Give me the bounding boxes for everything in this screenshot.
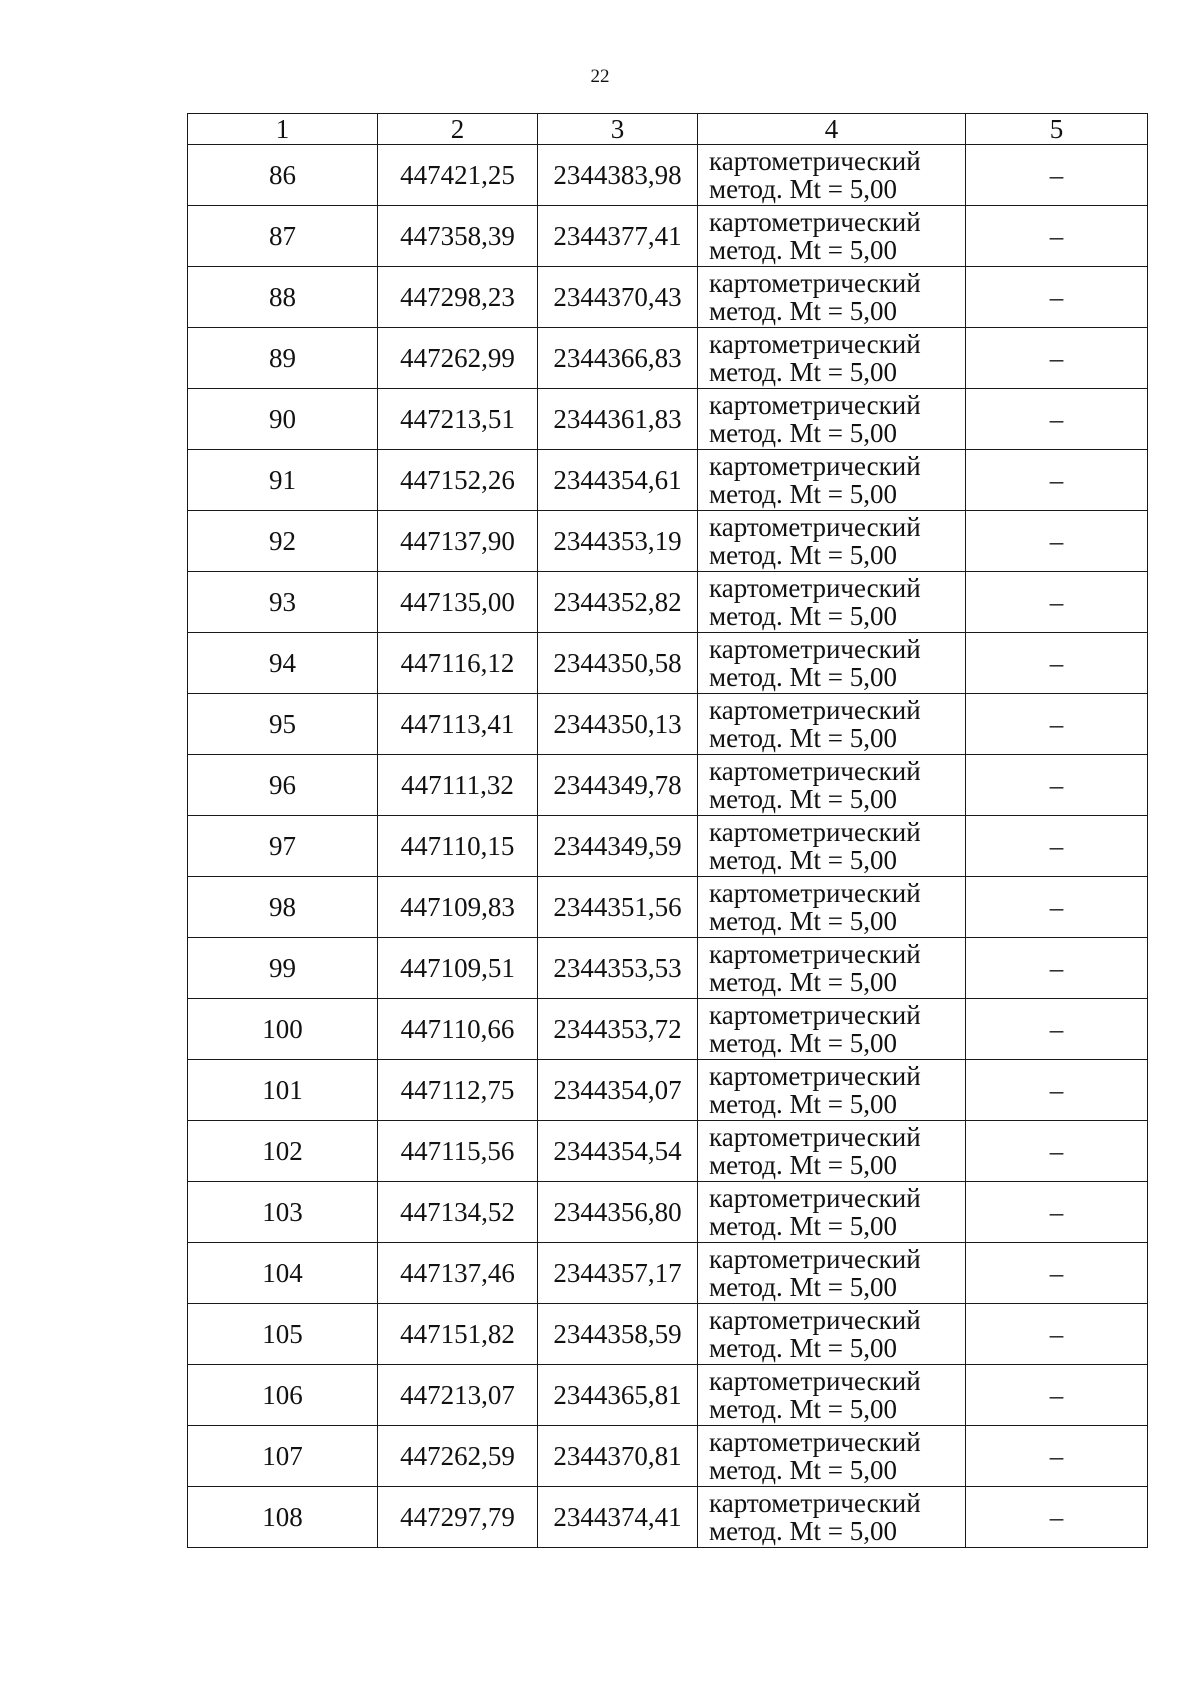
table-row [188, 633, 1148, 694]
method-line-1: картометрический [709, 634, 921, 664]
table-row [188, 755, 1148, 816]
table-row [188, 1121, 1148, 1182]
x-coordinate-cell: 447137,46 [378, 1243, 538, 1304]
method-line-1: картометрический [709, 695, 921, 725]
table-row [188, 1182, 1148, 1243]
x-coordinate-cell: 447358,39 [378, 206, 538, 267]
point-number-cell: 90 [188, 389, 378, 450]
point-number-cell: 104 [188, 1243, 378, 1304]
method-line-2: метод. Mt = 5,00 [709, 357, 897, 387]
method-line-1: картометрический [709, 207, 921, 237]
point-number-cell: 94 [188, 633, 378, 694]
method-line-2: метод. Mt = 5,00 [709, 845, 897, 875]
method-cell [698, 1243, 966, 1304]
table-row [188, 389, 1148, 450]
description-cell: – [966, 877, 1148, 938]
method-cell [698, 1121, 966, 1182]
method-cell [698, 389, 966, 450]
method-cell [698, 267, 966, 328]
coordinates-table [187, 113, 1148, 1548]
method-line-2: метод. Mt = 5,00 [709, 723, 897, 753]
method-line-2: метод. Mt = 5,00 [709, 1455, 897, 1485]
method-line-1: картометрический [709, 1000, 921, 1030]
method-line-1: картометрический [709, 573, 921, 603]
description-cell: – [966, 633, 1148, 694]
x-coordinate-cell: 447213,07 [378, 1365, 538, 1426]
table-row [188, 450, 1148, 511]
y-coordinate-cell: 2344354,61 [538, 450, 698, 511]
method-line-2: метод. Mt = 5,00 [709, 174, 897, 204]
method-line-1: картометрический [709, 390, 921, 420]
method-cell [698, 633, 966, 694]
method-line-2: метод. Mt = 5,00 [709, 1272, 897, 1302]
table-row [188, 938, 1148, 999]
table-body [188, 145, 1148, 1548]
description-cell: – [966, 755, 1148, 816]
x-coordinate-cell: 447421,25 [378, 145, 538, 206]
x-coordinate-cell: 447113,41 [378, 694, 538, 755]
y-coordinate-cell: 2344361,83 [538, 389, 698, 450]
method-line-2: метод. Mt = 5,00 [709, 1516, 897, 1546]
y-coordinate-cell: 2344356,80 [538, 1182, 698, 1243]
x-coordinate-cell: 447262,99 [378, 328, 538, 389]
method-line-2: метод. Mt = 5,00 [709, 906, 897, 936]
point-number-cell: 93 [188, 572, 378, 633]
method-line-2: метод. Mt = 5,00 [709, 601, 897, 631]
method-cell [698, 816, 966, 877]
method-line-2: метод. Mt = 5,00 [709, 296, 897, 326]
method-line-1: картометрический [709, 1488, 921, 1518]
header-col-2: 2 [378, 114, 538, 145]
method-cell [698, 1060, 966, 1121]
x-coordinate-cell: 447135,00 [378, 572, 538, 633]
method-line-1: картометрический [709, 1366, 921, 1396]
method-line-1: картометрический [709, 1305, 921, 1335]
description-cell: – [966, 1121, 1148, 1182]
y-coordinate-cell: 2344354,07 [538, 1060, 698, 1121]
header-col-5: 5 [966, 114, 1148, 145]
method-cell [698, 1182, 966, 1243]
method-line-1: картометрический [709, 878, 921, 908]
table-row [188, 145, 1148, 206]
table-row [188, 816, 1148, 877]
x-coordinate-cell: 447134,52 [378, 1182, 538, 1243]
method-line-1: картометрический [709, 1244, 921, 1274]
point-number-cell: 97 [188, 816, 378, 877]
method-line-2: метод. Mt = 5,00 [709, 1089, 897, 1119]
x-coordinate-cell: 447297,79 [378, 1487, 538, 1548]
y-coordinate-cell: 2344352,82 [538, 572, 698, 633]
x-coordinate-cell: 447262,59 [378, 1426, 538, 1487]
x-coordinate-cell: 447109,83 [378, 877, 538, 938]
method-line-2: метод. Mt = 5,00 [709, 1150, 897, 1180]
description-cell: – [966, 694, 1148, 755]
method-line-1: картометрический [709, 146, 921, 176]
table-row [188, 328, 1148, 389]
x-coordinate-cell: 447109,51 [378, 938, 538, 999]
table-row [188, 1304, 1148, 1365]
description-cell: – [966, 1365, 1148, 1426]
description-cell: – [966, 1426, 1148, 1487]
point-number-cell: 86 [188, 145, 378, 206]
x-coordinate-cell: 447111,32 [378, 755, 538, 816]
description-cell: – [966, 145, 1148, 206]
method-line-1: картометрический [709, 451, 921, 481]
x-coordinate-cell: 447112,75 [378, 1060, 538, 1121]
point-number-cell: 100 [188, 999, 378, 1060]
description-cell: – [966, 816, 1148, 877]
point-number-cell: 107 [188, 1426, 378, 1487]
table-row [188, 1243, 1148, 1304]
table-row [188, 511, 1148, 572]
y-coordinate-cell: 2344350,13 [538, 694, 698, 755]
method-line-1: картометрический [709, 756, 921, 786]
y-coordinate-cell: 2344353,19 [538, 511, 698, 572]
x-coordinate-cell: 447152,26 [378, 450, 538, 511]
method-line-1: картометрический [709, 1122, 921, 1152]
table-row [188, 694, 1148, 755]
header-col-1: 1 [188, 114, 378, 145]
method-line-2: метод. Mt = 5,00 [709, 479, 897, 509]
point-number-cell: 88 [188, 267, 378, 328]
table-row [188, 572, 1148, 633]
y-coordinate-cell: 2344383,98 [538, 145, 698, 206]
y-coordinate-cell: 2344354,54 [538, 1121, 698, 1182]
description-cell: – [966, 938, 1148, 999]
method-line-2: метод. Mt = 5,00 [709, 662, 897, 692]
method-line-2: метод. Mt = 5,00 [709, 784, 897, 814]
y-coordinate-cell: 2344350,58 [538, 633, 698, 694]
point-number-cell: 91 [188, 450, 378, 511]
description-cell: – [966, 206, 1148, 267]
point-number-cell: 105 [188, 1304, 378, 1365]
point-number-cell: 102 [188, 1121, 378, 1182]
table-row [188, 267, 1148, 328]
method-cell [698, 450, 966, 511]
method-cell [698, 877, 966, 938]
y-coordinate-cell: 2344349,59 [538, 816, 698, 877]
point-number-cell: 103 [188, 1182, 378, 1243]
description-cell: – [966, 1304, 1148, 1365]
description-cell: – [966, 389, 1148, 450]
method-cell [698, 999, 966, 1060]
method-cell [698, 1304, 966, 1365]
method-cell [698, 511, 966, 572]
method-line-1: картометрический [709, 1183, 921, 1213]
point-number-cell: 108 [188, 1487, 378, 1548]
page-number: 22 [590, 66, 610, 87]
point-number-cell: 87 [188, 206, 378, 267]
table-row [188, 1487, 1148, 1548]
y-coordinate-cell: 2344357,17 [538, 1243, 698, 1304]
method-line-2: метод. Mt = 5,00 [709, 1211, 897, 1241]
point-number-cell: 106 [188, 1365, 378, 1426]
method-cell [698, 572, 966, 633]
method-line-2: метод. Mt = 5,00 [709, 235, 897, 265]
y-coordinate-cell: 2344365,81 [538, 1365, 698, 1426]
table-row [188, 877, 1148, 938]
method-cell [698, 1426, 966, 1487]
point-number-cell: 89 [188, 328, 378, 389]
point-number-cell: 96 [188, 755, 378, 816]
method-line-1: картометрический [709, 817, 921, 847]
method-cell [698, 694, 966, 755]
y-coordinate-cell: 2344374,41 [538, 1487, 698, 1548]
description-cell: – [966, 328, 1148, 389]
description-cell: – [966, 1243, 1148, 1304]
description-cell: – [966, 572, 1148, 633]
x-coordinate-cell: 447137,90 [378, 511, 538, 572]
point-number-cell: 99 [188, 938, 378, 999]
method-line-1: картометрический [709, 1061, 921, 1091]
table-row [188, 206, 1148, 267]
method-cell [698, 206, 966, 267]
description-cell: – [966, 511, 1148, 572]
method-cell [698, 938, 966, 999]
description-cell: – [966, 1182, 1148, 1243]
x-coordinate-cell: 447213,51 [378, 389, 538, 450]
method-line-2: метод. Mt = 5,00 [709, 540, 897, 570]
method-line-2: метод. Mt = 5,00 [709, 1028, 897, 1058]
y-coordinate-cell: 2344377,41 [538, 206, 698, 267]
header-col-4: 4 [698, 114, 966, 145]
table-row [188, 1365, 1148, 1426]
y-coordinate-cell: 2344353,72 [538, 999, 698, 1060]
method-cell [698, 328, 966, 389]
method-line-2: метод. Mt = 5,00 [709, 967, 897, 997]
description-cell: – [966, 1487, 1148, 1548]
method-cell [698, 145, 966, 206]
point-number-cell: 92 [188, 511, 378, 572]
point-number-cell: 101 [188, 1060, 378, 1121]
point-number-cell: 95 [188, 694, 378, 755]
method-line-1: картометрический [709, 512, 921, 542]
method-cell [698, 1487, 966, 1548]
point-number-cell: 98 [188, 877, 378, 938]
x-coordinate-cell: 447116,12 [378, 633, 538, 694]
y-coordinate-cell: 2344358,59 [538, 1304, 698, 1365]
table-header [188, 114, 1148, 145]
x-coordinate-cell: 447298,23 [378, 267, 538, 328]
method-line-2: метод. Mt = 5,00 [709, 418, 897, 448]
description-cell: – [966, 1060, 1148, 1121]
table-row [188, 1426, 1148, 1487]
method-line-1: картометрический [709, 268, 921, 298]
x-coordinate-cell: 447110,66 [378, 999, 538, 1060]
description-cell: – [966, 450, 1148, 511]
y-coordinate-cell: 2344351,56 [538, 877, 698, 938]
x-coordinate-cell: 447110,15 [378, 816, 538, 877]
method-line-2: метод. Mt = 5,00 [709, 1394, 897, 1424]
method-line-1: картометрический [709, 939, 921, 969]
method-line-1: картометрический [709, 329, 921, 359]
method-cell [698, 755, 966, 816]
header-row [188, 114, 1148, 145]
x-coordinate-cell: 447151,82 [378, 1304, 538, 1365]
y-coordinate-cell: 2344370,81 [538, 1426, 698, 1487]
y-coordinate-cell: 2344353,53 [538, 938, 698, 999]
y-coordinate-cell: 2344366,83 [538, 328, 698, 389]
y-coordinate-cell: 2344370,43 [538, 267, 698, 328]
y-coordinate-cell: 2344349,78 [538, 755, 698, 816]
table-row [188, 1060, 1148, 1121]
method-line-1: картометрический [709, 1427, 921, 1457]
description-cell: – [966, 267, 1148, 328]
x-coordinate-cell: 447115,56 [378, 1121, 538, 1182]
header-col-3: 3 [538, 114, 698, 145]
description-cell: – [966, 999, 1148, 1060]
method-line-2: метод. Mt = 5,00 [709, 1333, 897, 1363]
method-cell [698, 1365, 966, 1426]
table-row [188, 999, 1148, 1060]
